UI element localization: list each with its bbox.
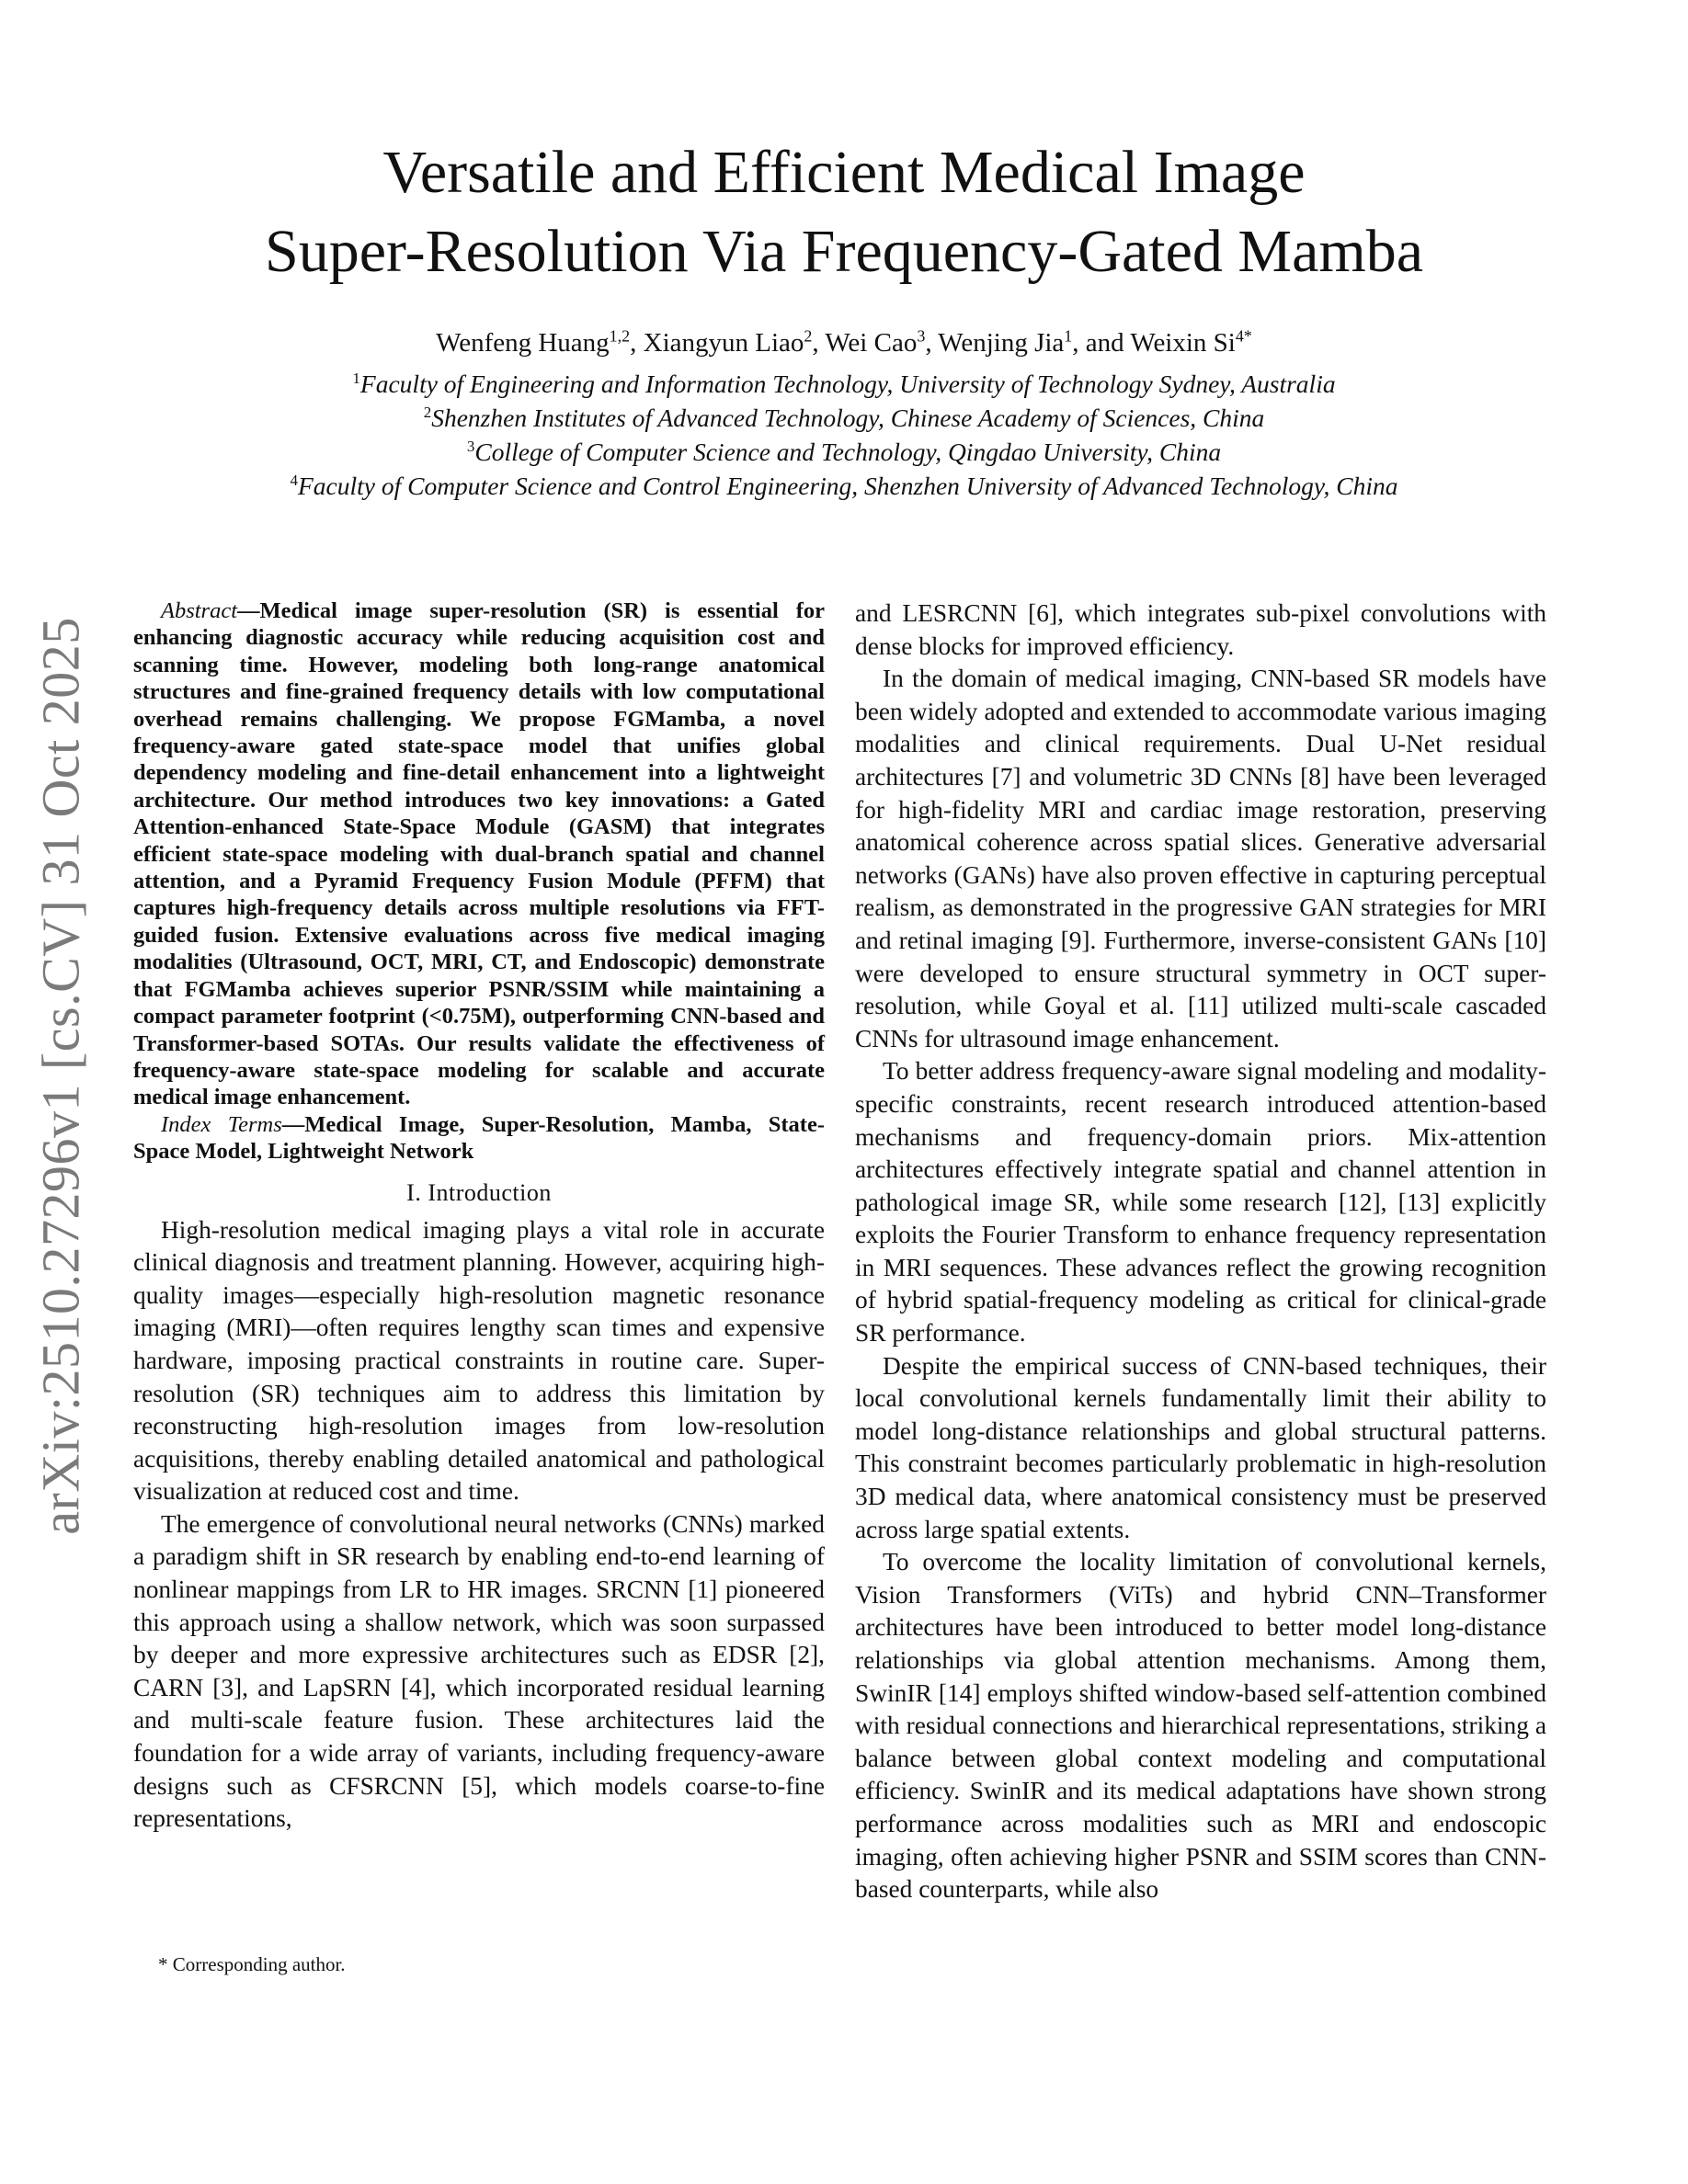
- author: Wei Cao$^3$,: [825, 326, 939, 358]
- paper-title: [110, 133, 1578, 291]
- section-heading-introduction: I. Introduction: [406, 1178, 552, 1206]
- abstract-label: Abstract: [161, 598, 238, 623]
- paragraph: Despite the empirical success of CNN-based techniques, their local convolutional kernels fundamentally limit their ability to model long-distance relationships and global structural patterns. This constraint becomes particularly problematic in high-resolution 3D medical data, where anatomical consistency must be preserved across large spatial extents.: [855, 1351, 1546, 1543]
- paragraph: To better address frequency-aware signal modeling and modality-specific constraints, recent research introduced attention-based mechanisms and frequency-domain priors. Mix-attention architectures effectively integrate spatial and channel attention in pathological image SR, while some research [12], [13] explicitly exploits the Fourier Transform to enhance frequency representation in MRI sequences. These advances reflect the growing recognition of hybrid spatial-frequency modeling as critical for clinical-grade SR performance.: [855, 1057, 1546, 1348]
- author-list: [110, 326, 1578, 359]
- affiliation: $^1$Faculty of Engineering and Information Technology, University of Technology Sydney, Australia: [352, 369, 1336, 398]
- index-terms-label: Index Terms: [161, 1111, 282, 1137]
- index-terms-text: —Medical Image, Super-Resolution, Mamba, State-Space Model, Lightweight Network: [133, 1111, 825, 1165]
- paragraph: In the domain of medical imaging, CNN-based SR models have been widely adopted and extended to accommodate various imaging modalities and clinical requirements. Dual U-Net residual architectures [7] and volumetric 3D CNNs [8] have been leveraged for high-fidelity MRI and cardiac image restoration, preserving anatomical coherence across spatial slices. Generative adversarial networks (GANs) have also proven effective in capturing perceptual realism, as demonstrated in the progressive GAN strategies for MRI and retinal imaging [9]. Furthermore, inverse-consistent GANs [10] were developed to ensure structural symmetry in OCT super-resolution, while Goyal et al. [11] utilized multi-scale cascaded CNNs for ultrasound image enhancement.: [855, 665, 1546, 1052]
- paragraph: To overcome the locality limitation of convolutional kernels, Vision Transformers (ViTs) and hybrid CNN–Transformer architectures have been introduced to better model long-distance relationships via global attention mechanisms. Among them, SwinIR [14] employs shifted window-based self-attention combined with residual connections and hierarchical representations, striking a balance between global context modeling and computational efficiency. SwinIR and its medical adaptations have shown strong performance across modalities such as MRI and endoscopic imaging, often achieving higher PSNR and SSIM scores than CNN-based counterparts, while also: [855, 1548, 1546, 1904]
- title-line-1: Versatile and Efficient Medical Image: [382, 139, 1306, 206]
- affiliation: $^3$College of Computer Science and Technology, Qingdao University, China: [466, 437, 1222, 466]
- author: Xiangyun Liao$^2$,: [643, 326, 826, 358]
- index-terms: [133, 1111, 825, 1166]
- author: Wenfeng Huang$^{1,2}$,: [436, 326, 644, 358]
- abstract: [133, 597, 825, 1111]
- right-column: [855, 597, 1546, 1906]
- paragraph: and LESRCNN [6], which integrates sub-pixel convolutions with dense blocks for improved efficiency.: [855, 599, 1546, 660]
- affiliation-list: [110, 367, 1578, 503]
- abstract-text: —Medical image super-resolution (SR) is essential for enhancing diagnostic accuracy while reducing acquisition cost and scanning time. However, modeling both long-range anatomical structures and fine-grained frequency details with low computational overhead remains challenging. We propose FGMamba, a novel frequency-aware gated state-space model that unifies global dependency modeling and fine-detail enhancement into a lightweight architecture. Our method introduces two key innovations: a Gated Attention-enhanced State-Space Module (GASM) that integrates efficient state-space modeling with dual-branch spatial and channel attention, and a Pyramid Frequency Fusion Module (PFFM) that captures high-frequency details across multiple resolutions via FFT-guided fusion. Extensive evaluations across five medical imaging modalities (Ultrasound, OCT, MRI, CT, and Endoscopic) demonstrate that FGMamba achieves superior PSNR/SSIM while maintaining a compact parameter footprint (<0.75M), outperforming CNN-based and Transformer-based SOTAs. Our results validate the effectiveness of frequency-aware state-space modeling for scalable and accurate medical image enhancement.: [133, 598, 825, 1110]
- arxiv-identifier-text: arXiv:2510.27296v1 [cs.CV] 31 Oct 2025: [30, 616, 91, 1535]
- arxiv-identifier: [15, 588, 107, 1563]
- affiliation: $^4$Faculty of Computer Science and Control Engineering, Shenzhen University of Advanced Technology, China: [290, 471, 1398, 500]
- paragraph: The emergence of convolutional neural networks (CNNs) marked a paradigm shift in SR research by enabling end-to-end learning of nonlinear mappings from LR to HR images. SRCNN [1] pioneered this approach using a shallow network, which was soon surpassed by deeper and more expressive architectures such as EDSR [2], CARN [3], and LapSRN [4], which incorporated residual learning and multi-scale feature fusion. These architectures laid the foundation for a wide array of variants, including frequency-aware designs such as CFSRCNN [5], which models coarse-to-fine representations,: [133, 1509, 825, 1833]
- author: Wenjing Jia$^1$, and: [938, 326, 1131, 358]
- left-column: [133, 597, 825, 1836]
- footnote-corresponding-author: * Corresponding author.: [158, 1953, 346, 1975]
- title-line-2: Super-Resolution Via Frequency-Gated Mamba: [264, 218, 1424, 285]
- paragraph: High-resolution medical imaging plays a vital role in accurate clinical diagnosis and treatment planning. However, acquiring high-quality images—especially high-resolution magnetic resonance imaging (MRI)—often requires lengthy scan times and expensive hardware, imposing practical constraints in routine care. Super-resolution (SR) techniques aim to address this limitation by reconstructing high-resolution images from low-resolution acquisitions, thereby enabling detailed anatomical and pathological visualization at reduced cost and time.: [133, 1215, 825, 1506]
- affiliation: $^2$Shenzhen Institutes of Advanced Technology, Chinese Academy of Sciences, China: [423, 403, 1265, 432]
- author: Weixin $Si^{4*}$: [1130, 326, 1252, 358]
